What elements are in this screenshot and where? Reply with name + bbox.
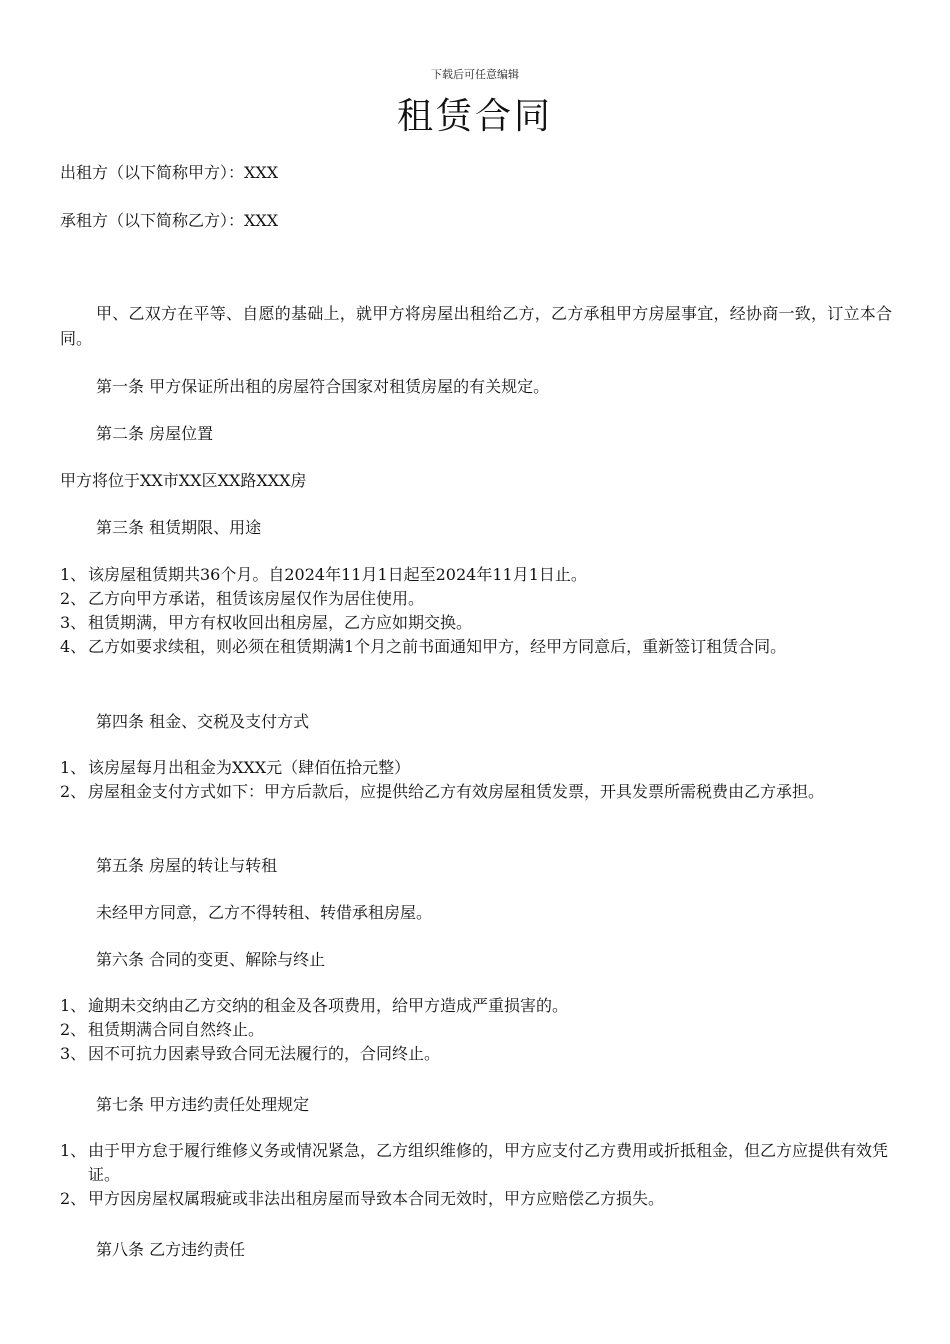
list-text: 租赁期满，甲方有权收回出租房屋，乙方应如期交换。 — [88, 613, 473, 632]
house-location: 甲方将位于XX市XX区XX路XXX房 — [60, 471, 307, 490]
list-text: 甲方因房屋权属瑕疵或非法出租房屋而导致本合同无效时，甲方应赔偿乙方损失。 — [88, 1189, 665, 1208]
list-item — [60, 994, 892, 1018]
article-3-list — [60, 563, 892, 659]
article-4-heading: 第四条 租金、交税及支付方式 — [96, 712, 310, 731]
list-text: 因不可抗力因素导致合同无法履行的，合同终止。 — [88, 1044, 441, 1063]
list-text: 租赁期满合同自然终止。 — [88, 1020, 265, 1039]
list-number: 3、 — [60, 613, 87, 632]
lessee-line: 承租方（以下简称乙方）：XXX — [60, 211, 279, 230]
list-number: 2、 — [60, 1189, 87, 1208]
article-1: 第一条 甲方保证所出租的房屋符合国家对租赁房屋的有关规定。 — [96, 377, 550, 396]
list-text: 乙方向甲方承诺，租赁该房屋仅作为居住使用。 — [88, 589, 425, 608]
article-8-heading: 第八条 乙方违约责任 — [96, 1240, 246, 1259]
lessor-line: 出租方（以下简称甲方）：XXX — [60, 163, 279, 182]
list-item — [60, 563, 892, 587]
list-item — [60, 1042, 892, 1066]
list-item — [60, 780, 892, 804]
list-text: 逾期未交纳由乙方交纳的租金及各项费用，给甲方造成严重损害的。 — [88, 996, 569, 1015]
article-3-heading: 第三条 租赁期限、用途 — [96, 518, 262, 537]
article-5-text: 未经甲方同意，乙方不得转租、转借承租房屋。 — [96, 903, 433, 922]
article-7-heading: 第七条 甲方违约责任处理规定 — [96, 1095, 310, 1114]
list-text: 由于甲方怠于履行维修义务或情况紧急，乙方组织维修的，甲方应支付乙方费用或折抵租金，但乙方应提供有效凭证。 — [88, 1141, 889, 1184]
list-number: 3、 — [60, 1044, 87, 1063]
list-text: 该房屋租赁期共36个月。自2024年11月1日起至2024年11月1日止。 — [88, 565, 587, 584]
list-item — [60, 1187, 892, 1211]
article-2-heading: 第二条 房屋位置 — [96, 424, 214, 443]
list-number: 1、 — [60, 1141, 87, 1160]
list-number: 1、 — [60, 996, 87, 1015]
list-item — [60, 587, 892, 611]
list-text: 房屋租金支付方式如下：甲方后款后，应提供给乙方有效房屋租赁发票，开具发票所需税费由乙方承担。 — [88, 782, 825, 801]
contract-title: 租赁合同 — [396, 96, 553, 137]
preamble-paragraph: 甲、乙双方在平等、自愿的基础上，就甲方将房屋出租给乙方，乙方承租甲方房屋事宜，经协商一致，订立本合同。 — [60, 304, 892, 348]
article-4-list — [60, 756, 892, 804]
list-item — [60, 756, 892, 780]
list-number: 2、 — [60, 589, 87, 608]
article-6-heading: 第六条 合同的变更、解除与终止 — [96, 950, 326, 969]
article-5-heading: 第五条 房屋的转让与转租 — [96, 856, 278, 875]
list-text: 该房屋每月出租金为XXX元（肆佰伍拾元整） — [88, 758, 411, 777]
list-number: 1、 — [60, 758, 87, 777]
header-note: 下载后可任意编辑 — [431, 68, 519, 81]
list-item — [60, 1018, 892, 1042]
list-item — [60, 611, 892, 635]
list-number: 1、 — [60, 565, 87, 584]
article-7-list — [60, 1139, 892, 1211]
list-item — [60, 635, 892, 659]
list-item — [60, 1139, 892, 1187]
list-number: 2、 — [60, 782, 87, 801]
list-number: 4、 — [60, 637, 87, 656]
list-text: 乙方如要求续租，则必须在租赁期满1个月之前书面通知甲方，经甲方同意后，重新签订租赁合同。 — [88, 637, 787, 656]
list-number: 2、 — [60, 1020, 87, 1039]
article-6-list — [60, 994, 892, 1066]
